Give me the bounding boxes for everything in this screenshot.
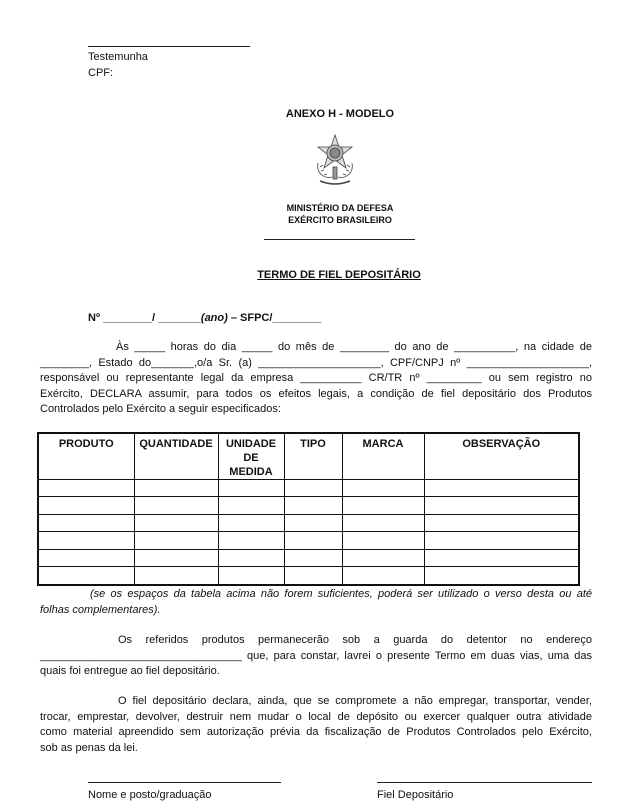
- table-cell[interactable]: [38, 549, 134, 566]
- table-row: [38, 532, 579, 549]
- custody-line: quais foi entregue ao fiel depositário.: [40, 665, 220, 677]
- column-header-unidade: UNIDADE DE MEDIDA: [218, 433, 284, 480]
- table-cell[interactable]: [134, 532, 218, 549]
- table-cell[interactable]: [134, 514, 218, 531]
- table-cell[interactable]: [342, 532, 424, 549]
- table-cell[interactable]: [284, 567, 342, 585]
- table-cell[interactable]: [38, 497, 134, 514]
- witness-label: Testemunha: [88, 51, 148, 63]
- declaration-line: Exército, DECLARA assumir, para todos os efeitos legais, a condição de fiel depositário dos Produtos: [40, 387, 592, 400]
- table-note-line: (se os espaços da tabela acima não forem suficientes, poderá ser utilizado o verso desta ou até: [90, 588, 592, 600]
- table-cell[interactable]: [218, 497, 284, 514]
- declaration-paragraph: [40, 340, 592, 418]
- commitment-line: sob as penas da lei.: [40, 741, 138, 754]
- table-row: [38, 567, 579, 585]
- table-header-row: [38, 433, 579, 480]
- declaration-line: ________, Estado do_______,o/a Sr. (a) ____________________, CPF/CNPJ nº ____________________,: [40, 356, 592, 369]
- table-row: [38, 480, 579, 497]
- table-row: [38, 549, 579, 566]
- custody-paragraph: [40, 633, 592, 680]
- officer-signature-line: [88, 782, 281, 783]
- table-cell[interactable]: [134, 549, 218, 566]
- ministry-name: MINISTÉRIO DA DEFESA: [286, 203, 394, 213]
- table-cell[interactable]: [284, 480, 342, 497]
- declaration-line: responsável ou representante legal da empresa __________ CR/TR nº _________ ou sem registro no: [40, 372, 592, 384]
- table-row: [38, 497, 579, 514]
- table-cell[interactable]: [284, 549, 342, 566]
- commitment-paragraph: [40, 694, 592, 756]
- column-header-quantidade: QUANTIDADE: [134, 433, 218, 480]
- table-cell[interactable]: [218, 567, 284, 585]
- column-header-marca: MARCA: [342, 433, 424, 480]
- coat-of-arms-seal: [312, 133, 358, 189]
- table-cell[interactable]: [38, 514, 134, 531]
- witness-signature-line: [88, 46, 250, 47]
- column-header-tipo: TIPO: [284, 433, 342, 480]
- table-cell[interactable]: [342, 567, 424, 585]
- products-table: [37, 432, 580, 586]
- annex-title: ANEXO H - MODELO: [285, 108, 395, 120]
- table-row: [38, 514, 579, 531]
- custody-line: Os referidos produtos permanecerão sob a guarda do detentor no endereço: [118, 634, 592, 646]
- army-name: EXÉRCITO BRASILEIRO: [288, 215, 392, 225]
- term-number-prefix: Nº ________/ _______: [88, 312, 201, 324]
- witness-cpf-label: CPF:: [88, 67, 114, 79]
- table-cell[interactable]: [342, 514, 424, 531]
- table-cell[interactable]: [424, 480, 579, 497]
- table-cell[interactable]: [218, 549, 284, 566]
- term-title: TERMO DE FIEL DEPOSITÁRIO: [257, 269, 421, 281]
- term-number-year: (ano): [200, 312, 228, 324]
- table-cell[interactable]: [38, 480, 134, 497]
- table-note: [40, 587, 592, 618]
- table-cell[interactable]: [218, 480, 284, 497]
- commitment-line: como material apreendido sem autorização prévia da fiscalização de Produtos Controlados pelo Exército,: [40, 726, 592, 738]
- table-cell[interactable]: [424, 532, 579, 549]
- table-cell[interactable]: [424, 549, 579, 566]
- declaration-line: Às _____ horas do dia _____ do mês de ________ do ano de __________, na cidade de: [116, 341, 592, 353]
- commitment-line: O fiel depositário declara, ainda, que se compromete a não empregar, transportar, vender,: [118, 695, 592, 707]
- custody-line: _________________________________ que, para constar, lavrei o presente Termo em duas vias, uma das: [40, 649, 592, 662]
- table-cell[interactable]: [218, 532, 284, 549]
- table-cell[interactable]: [342, 480, 424, 497]
- column-header-observacao: OBSERVAÇÃO: [424, 433, 579, 480]
- officer-signature-label: Nome e posto/graduação: [88, 789, 212, 801]
- depositary-signature-label: Fiel Depositário: [377, 789, 454, 801]
- term-number-suffix: – SFPC/________: [227, 312, 322, 324]
- table-note-line: folhas complementares).: [40, 603, 161, 616]
- table-cell[interactable]: [424, 497, 579, 514]
- commitment-line: trocar, emprestar, devolver, destruir nem mudar o local de depósito ou exercer qualquer outra atividade: [40, 710, 592, 723]
- table-cell[interactable]: [134, 567, 218, 585]
- table-cell[interactable]: [284, 497, 342, 514]
- header-rule: [264, 239, 415, 240]
- table-cell[interactable]: [134, 497, 218, 514]
- table-cell[interactable]: [134, 480, 218, 497]
- table-cell[interactable]: [284, 532, 342, 549]
- table-cell[interactable]: [38, 532, 134, 549]
- table-cell[interactable]: [342, 549, 424, 566]
- column-header-produto: PRODUTO: [38, 433, 134, 480]
- term-number-line: [88, 311, 321, 325]
- depositary-signature-line: [377, 782, 592, 783]
- table-cell[interactable]: [424, 514, 579, 531]
- table-cell[interactable]: [342, 497, 424, 514]
- table-cell[interactable]: [284, 514, 342, 531]
- table-cell[interactable]: [218, 514, 284, 531]
- declaration-line: Controlados pelo Exército a seguir especificados:: [40, 403, 281, 415]
- table-cell[interactable]: [424, 567, 579, 585]
- table-cell[interactable]: [38, 567, 134, 585]
